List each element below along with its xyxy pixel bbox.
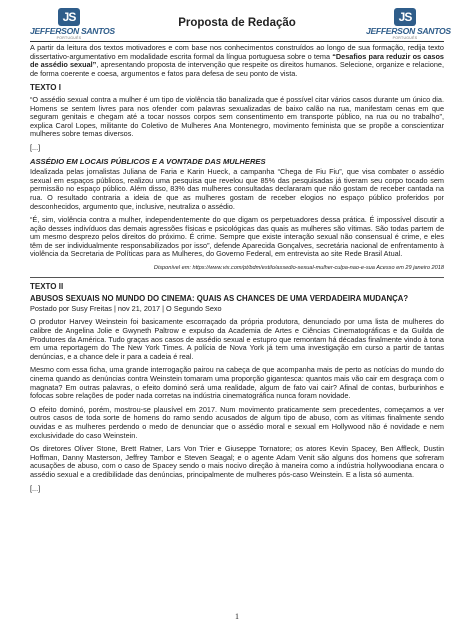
article-title: ABUSOS SEXUAIS NO MUNDO DO CINEMA: QUAIS AS CHANCES DE UMA VERDADEIRA MUDANÇA? bbox=[30, 294, 409, 304]
ellipsis: [...] bbox=[30, 142, 41, 152]
logo-subtitle: PORTUGUÊS bbox=[56, 36, 82, 40]
article-byline: Postado por Susy Freitas | nov 21, 2017 | O Segundo Sexo bbox=[30, 303, 222, 313]
texto-1-subheading: ASSÉDIO EM LOCAIS PÚBLICOS E A VONTADE DAS MULHERES bbox=[30, 156, 266, 166]
texto-2-paragraph: Os diretores Oliver Stone, Brett Ratner, Lars Von Trier e Giuseppe Tornatore; os atores Kevin Spacey, Ben Affleck, Dustin Hoffman, Danny Masterson, Jeffrey Tambor e Steven Seagal; e o agente Adam Venit são alguns dos homens que sofreram acusações de abuso, com o caso de Spacey sendo o mais nocivo direção à maneira como a indústria hollywoodiana encara o assédio sexual e a credibilidade das denúncias, principalmente de mulheres pós-caso Weinstein. E a lista só aumenta. bbox=[30, 444, 444, 479]
source-citation: Disponível em: https://www.vix.com/pt/bdm/estilo/assedio-sexual-mulher-culpa-nao-e-sua Acesso em 29 janeiro 2018 bbox=[153, 265, 444, 272]
texto-2-paragraph: Mesmo com essa ficha, uma grande interrogação pairou na cabeça de que acompanha mais de perto as notícias do mundo do cinema quando as denúncias contra Weinstein tomaram uma proporção gigantesca: quantos mais vão cair em desgraça com o magnata? Em outras palavras, o efeito dominó será uma realidade, algum de fato vai cair? Afinal de contas, burburinhos e fofocas sobre relações de poder nada corretas na indústria cinematográfica nunca foram novidade. bbox=[30, 365, 444, 401]
page-header bbox=[30, 8, 451, 40]
ellipsis: [...] bbox=[30, 483, 41, 493]
logo-subtitle: PORTUGUÊS bbox=[392, 36, 418, 40]
texto-1-paragraph: “O assédio sexual contra a mulher é um tipo de violência tão banalizada que é possível citar vários casos durante um único dia. Homens se sentem livres para nos ofender com palavras sexualizadas de baixo calão na rua, manifestam cenas em que seguram genitais e chegam até a tocar nossos corpos sem consentimento em transporte público, na rua ou no trabalho”, explica Carol Lopes, militante do Coletivo de Mulheres Ana Montenegro, movimento feminista que se propõe a conscientizar mulheres sobre temas diversos. bbox=[30, 94, 444, 139]
texto-2-paragraph: O produtor Harvey Weinstein foi basicamente escorraçado da própria produtora, denunciado por uma lista de mulheres do calibre de Angelina Jolie e Gwyneth Paltrow e expulso da Academia de Artes e Ciências Cinematográficas e da Guilda de Produtores da América. Tudo graças aos casos de assédio sexual e estupro que remontam há décadas finalmente vindo à tona em uma reportagem do The New York Times. A polícia de Nova York já tem uma investigação em curso a partir de tantas denúncias, e a chance dele ir para a cadeia é real. bbox=[30, 317, 444, 361]
essay-theme: “Desafios para reduzir os casos de assédio sexual” bbox=[30, 51, 444, 70]
logo-monogram: JS bbox=[58, 8, 80, 26]
texto-1-paragraph: Idealizada pelas jornalistas Juliana de Faria e Karin Hueck, a campanha “Chega de Fiu Fiu”, que visa combater o assédio sexual em espaços públicos, realizou uma pesquisa que revelou que 85% das pesquisadas já tiveram seu corpo tocado sem permissão no espaço público. Além disso, 83% das mulheres consultadas declararam que não gostam de receber cantada na rua. O resultado contraria a ideia de que as mulheres gostam de receber elogios no espaço público proferidos por desconhecidos, argumento que, inclusive, neutraliza o assédio. bbox=[30, 167, 444, 211]
intro-paragraph: A partir da leitura dos textos motivadores e com base nos conhecimentos construídos ao longo de sua formação, redija texto dissertativo-argumentativo em modalidade escrita formal da língua portuguesa sobre o tema “Desafios para reduzir os casos de assédio sexual”, apresentando proposta de intervenção que respeite os direitos humanos. Selecione, organize e relacione, de forma coerente e coesa, argumentos e fatos para defesa de seu ponto de vista. bbox=[30, 43, 444, 78]
texto-2-paragraph: O efeito dominó, porém, mostrou-se plausível em 2017. Num movimento praticamente sem precedentes, começamos a ver outros casos de toda sorte de homens do ramo sendo acusados de algum tipo de abuso, com as vítimas finalmente sendo ouvidas e as mulheres perdendo o medo de denunciar que o assédio moral e sexual em Hollywood não é novidade e nem exclusividade do caso Weinstein. bbox=[30, 404, 444, 440]
logo-brand-name: JEFFERSON SANTOS bbox=[30, 26, 115, 36]
page-title: Proposta de Redação bbox=[178, 17, 296, 29]
page-number: 1 bbox=[235, 612, 239, 621]
logo-monogram: JS bbox=[394, 8, 416, 26]
brand-logo-right bbox=[366, 8, 451, 40]
logo-brand-name: JEFFERSON SANTOS bbox=[366, 26, 451, 36]
section-divider bbox=[30, 277, 444, 278]
document-body bbox=[30, 44, 444, 498]
header-rule bbox=[30, 41, 444, 42]
texto-1-paragraph: “É, sim, violência contra a mulher, independentemente do que digam os perpetuadores dessa prática. É impossível discutir a ação desses indivíduos das demais agressões físicas e psicológicas das quais as mulheres são vítimas. São todas partem de um mesmo desprezo pelos direitos do próximo. É crime. Sempre que existe interação sexual não consensual é crime, e eles têm de ser individualmente responsabilizados por isso”, defende Aparecida Gonçalves, secretária nacional de enfrentamento à violência da Secretaria de Políticas para as Mulheres, do Governo Federal, em entrevista ao site Rede Brasil Atual. bbox=[30, 215, 444, 259]
texto-2-heading: TEXTO II bbox=[30, 281, 64, 291]
texto-1-heading: TEXTO I bbox=[30, 83, 61, 93]
